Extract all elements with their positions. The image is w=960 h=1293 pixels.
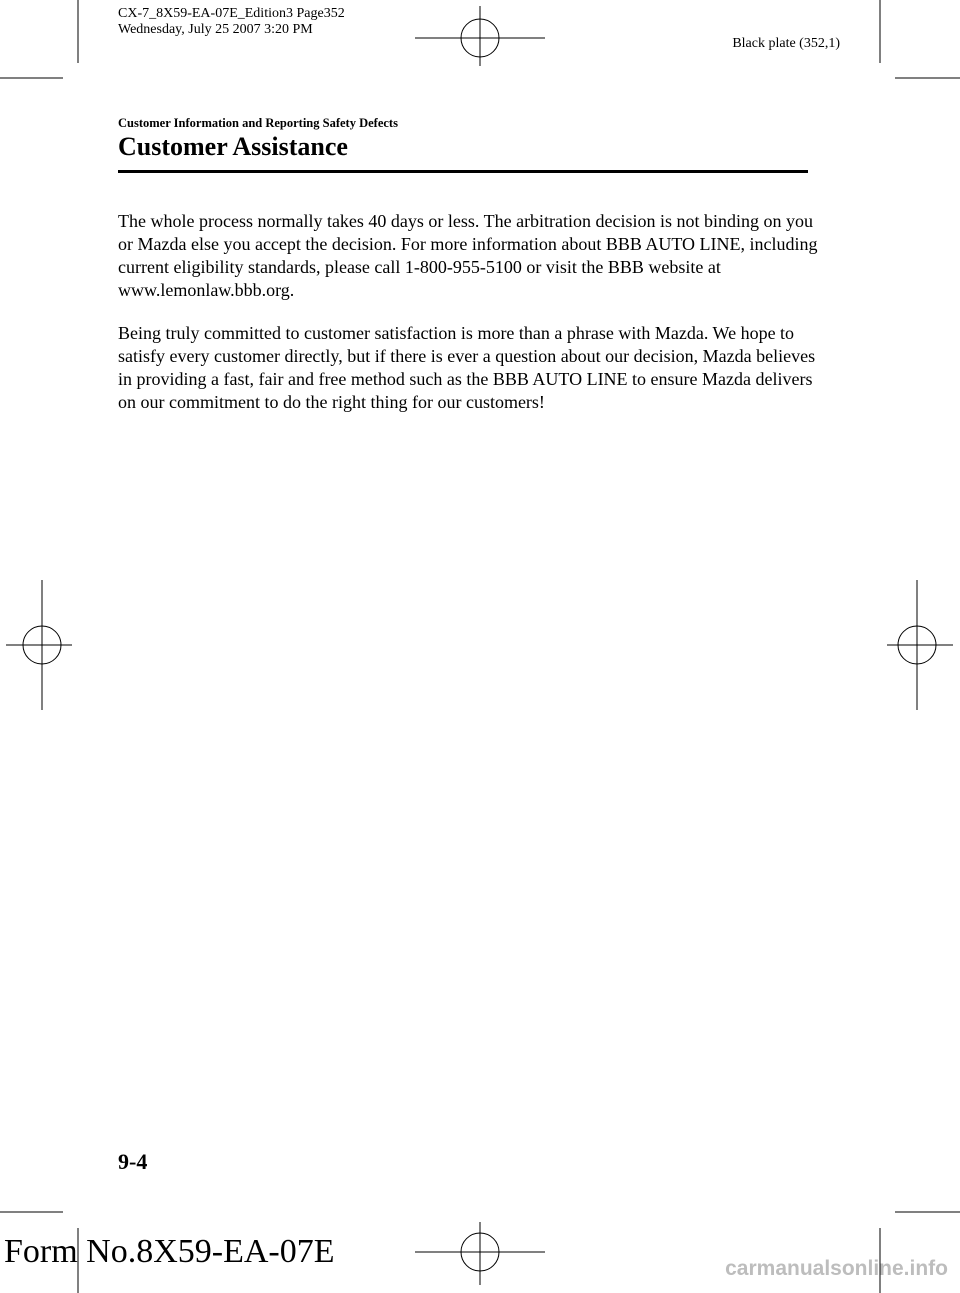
print-job-info (118, 6, 345, 38)
page-title: Customer Assistance (118, 132, 348, 161)
section-label: Customer Information and Reporting Safety Defects (118, 116, 398, 130)
plate-label: Black plate (352,1) (732, 36, 840, 51)
form-number: Form No.8X59-EA-07E (4, 1233, 335, 1270)
paragraph-commitment: Being truly committed to customer satisfaction is more than a phrase with Mazda. We hope to satisfy every customer directly, but if there is ever a question about our decision, Mazda believes in providing a fast, fair and free method such as the BBB AUTO LINE to ensure Mazda delivers on our commitment to do the right thing for our customers! (118, 323, 816, 412)
paragraph-arbitration: The whole process normally takes 40 days or less. The arbitration decision is not binding on you or Mazda else you accept the decision. For more information about BBB AUTO LINE, including current eligibility standards, please call 1-800-955-5100 or visit the BBB website at www.lemonlaw.bbb.org. (118, 211, 818, 300)
print-job-file: CX-7_8X59-EA-07E_Edition3 Page352 (118, 6, 345, 21)
watermark: carmanualsonline.info (725, 1257, 948, 1280)
body-text (118, 210, 818, 434)
title-underline (118, 170, 808, 173)
page-number: 9-4 (118, 1149, 148, 1174)
print-job-timestamp: Wednesday, July 25 2007 3:20 PM (118, 22, 313, 37)
